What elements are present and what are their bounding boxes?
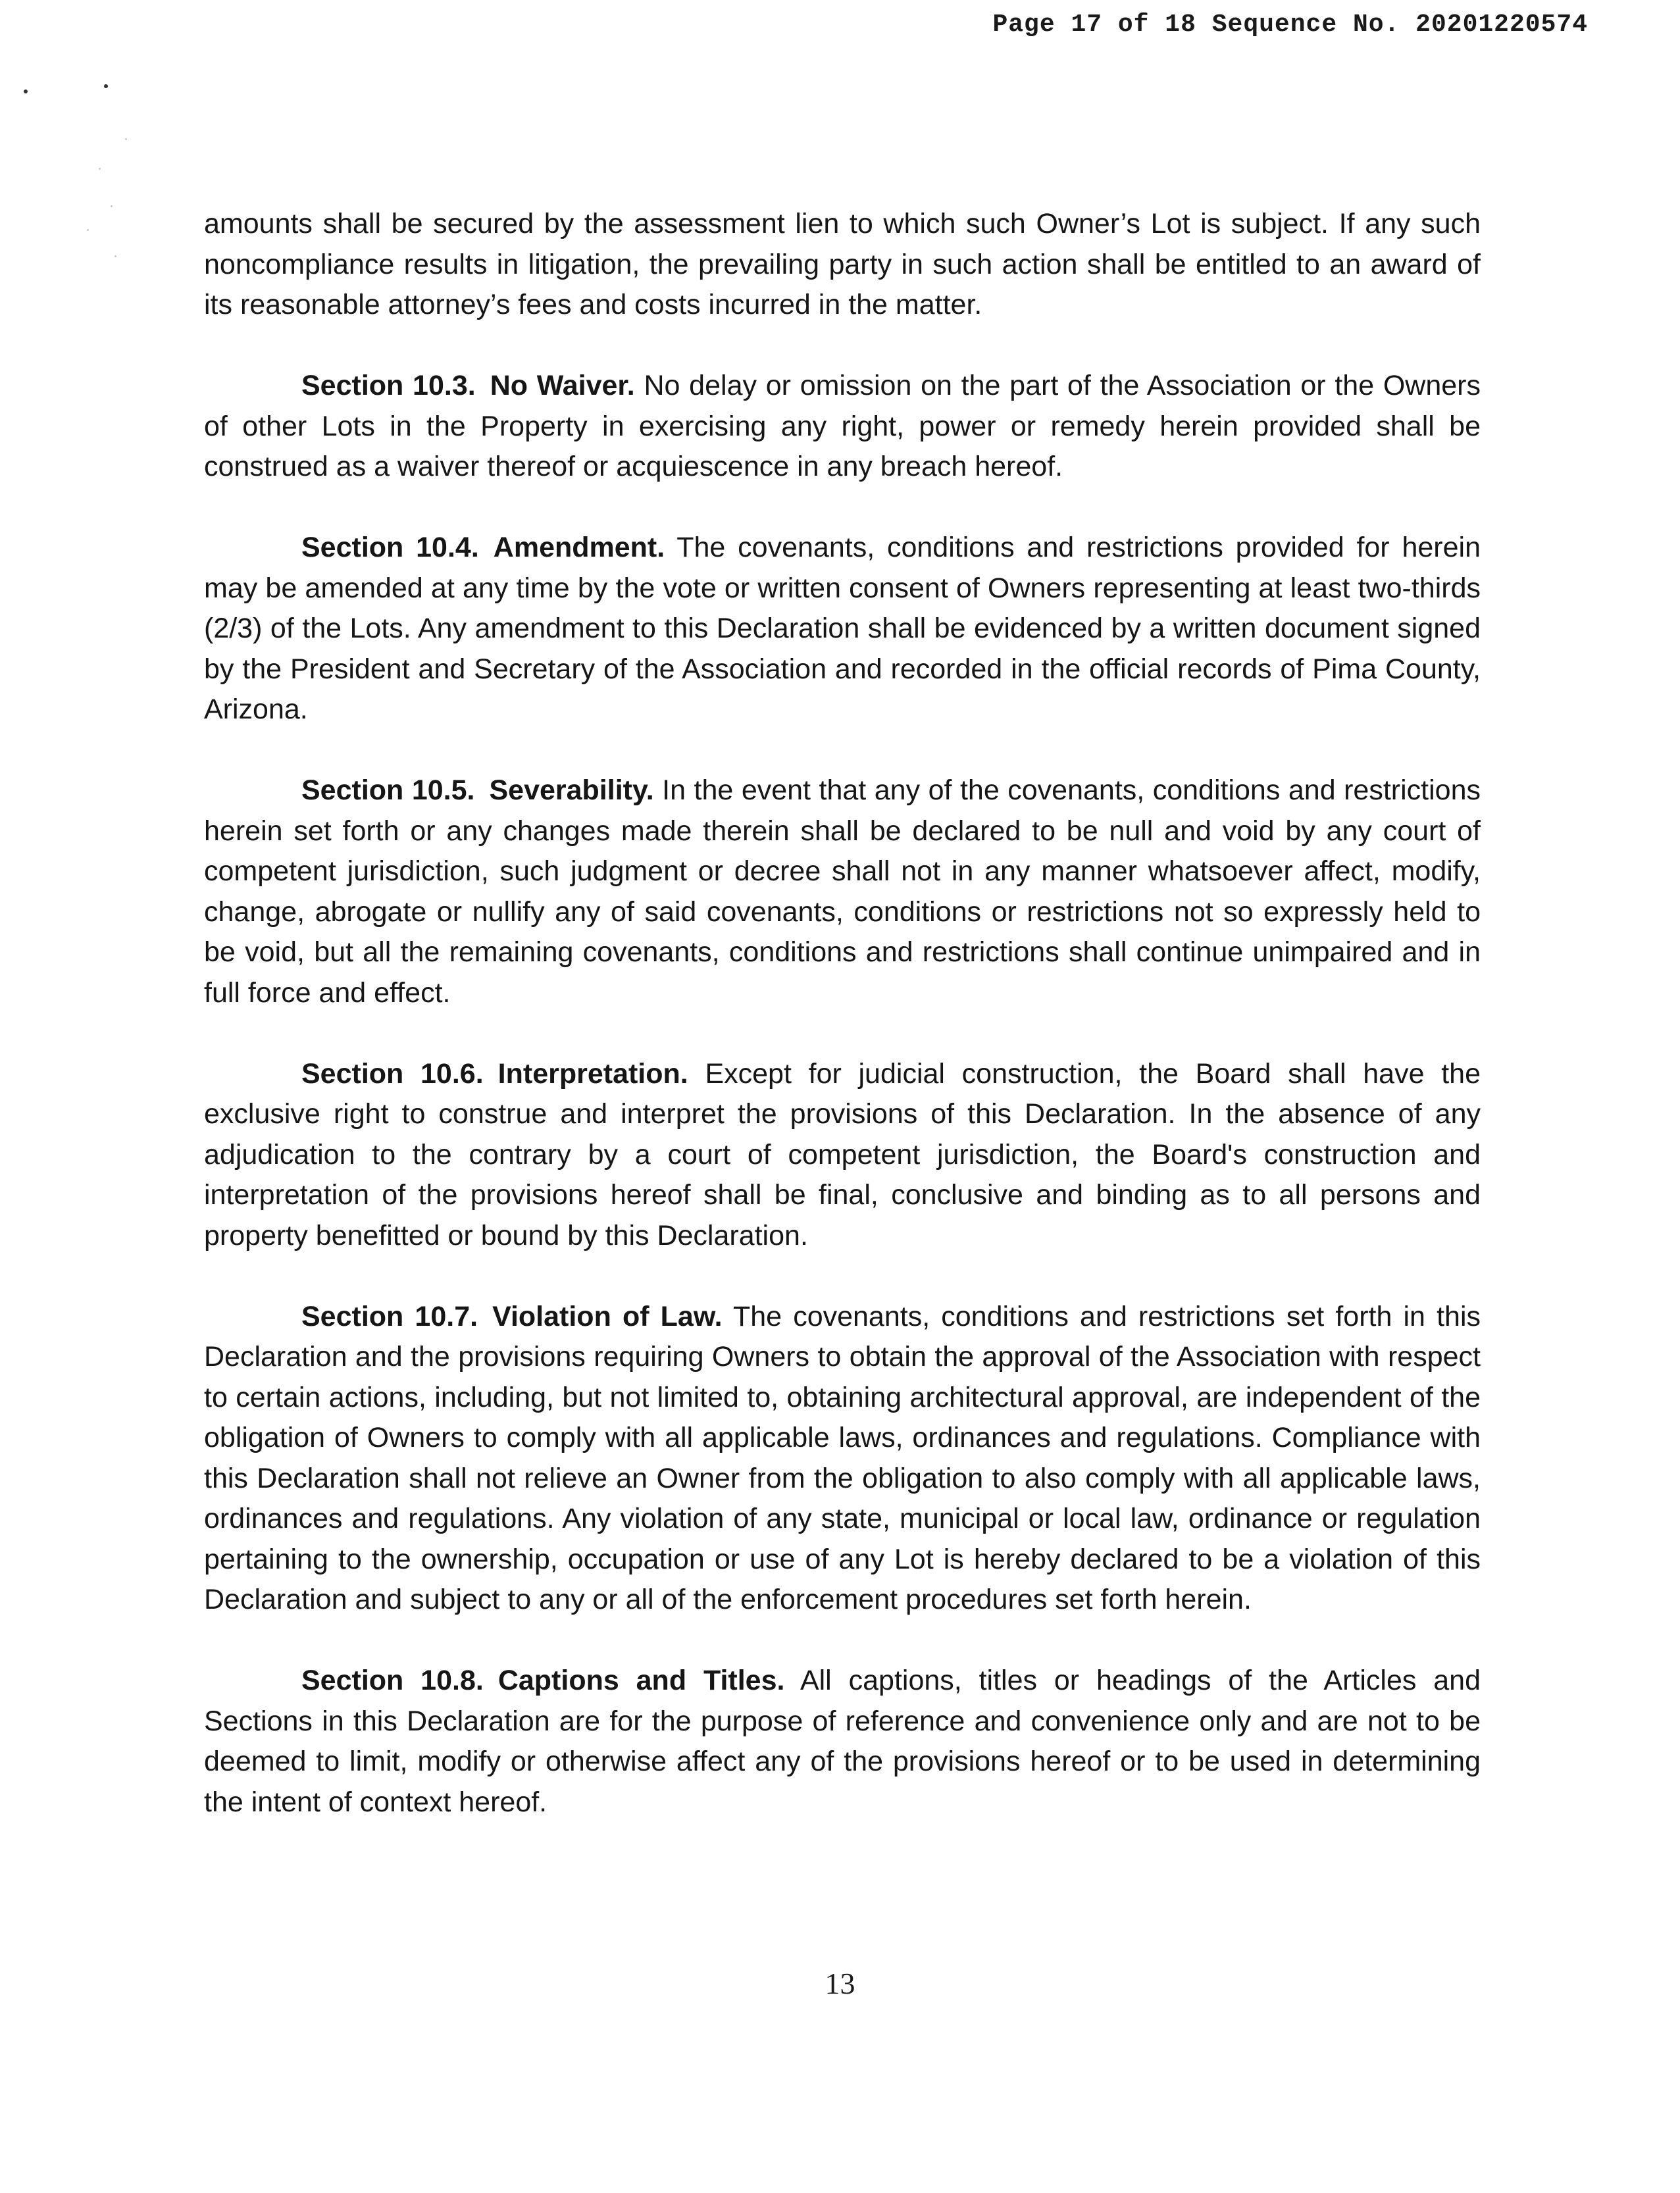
scan-speck <box>115 255 116 257</box>
section-number: Section 10.8. <box>301 1665 484 1696</box>
section-10-8 <box>204 1661 1481 1823</box>
page-number: 13 <box>825 1967 855 2000</box>
scan-speck <box>125 138 127 140</box>
section-title: Captions and Titles. <box>497 1665 785 1696</box>
section-number: Section 10.6. <box>301 1057 484 1090</box>
section-title: Interpretation. <box>497 1057 688 1090</box>
section-text: Except for judicial construction, the Board shall have the exclusive right to construe and interpret the provisions of this Declaration. In the absence of any adjudication to the contrary by a court of competent jurisdiction, the Board's construction and interpretation of the provisions hereof shall be final, conclusive and binding as to all persons and property benefitted or bound by this Declaration. <box>204 1057 1481 1251</box>
section-text: No delay or omission on the part of the Association or the Owners of other Lots in the Property in exercising any right, power or remedy herein provided shall be construed as a waiver thereof or acquiescence in any breach hereof. <box>204 370 1481 482</box>
section-text: The covenants, conditions and restrictions set forth in this Declaration and the provisions requiring Owners to obtain the approval of the Association with respect to certain actions, including, but not limited to, obtaining architectural approval, are independent of the obligation of Owners to comply with all applicable laws, ordinances and regulations. Compliance with this Declaration shall not relieve an Owner from the obligation to also comply with all applicable laws, ordinances and regulations. Any violation of any state, municipal or local law, ordinance or regulation pertaining to the ownership, occupation or use of any Lot is hereby declared to be a violation of this Declaration and subject to any or all of the enforcement procedures set forth herein. <box>204 1300 1481 1615</box>
section-10-5 <box>204 770 1481 1013</box>
scan-speck <box>87 229 89 231</box>
section-number: Section 10.7. <box>301 1300 478 1332</box>
section-title: No Waiver. <box>490 370 635 401</box>
scan-speck <box>104 84 108 88</box>
section-10-4 <box>204 528 1481 730</box>
section-10-6 <box>204 1054 1481 1257</box>
section-number: Section 10.5. <box>301 774 475 806</box>
section-title: Violation of Law. <box>492 1300 723 1332</box>
section-text: The covenants, conditions and restrictions provided for herein may be amended at any time by the vote or written consent of Owners representing at least two-thirds (2/3) of the Lots. Any amendment to this Declaration shall be evidenced by a written document signed by the President and Secretary of the Association and recorded in the official records of Pima County, Arizona. <box>204 532 1481 725</box>
section-10-7 <box>204 1297 1481 1621</box>
section-number: Section 10.3. <box>301 370 476 401</box>
section-title: Severability. <box>489 774 654 806</box>
scan-speck <box>24 89 28 93</box>
continued-paragraph: amounts shall be secured by the assessment lien to which such Owner’s Lot is subject. If any such noncompliance results in litigation, the prevailing party in such action shall be entitled to an award of its reasonable attorney’s fees and costs incurred in the matter. <box>204 208 1481 320</box>
scan-speck <box>99 168 101 170</box>
section-text: All captions, titles or headings of the Articles and Sections in this Declaration are for the purpose of reference and convenience only and are not to be deemed to limit, modify or otherwise affect any of the provisions hereof or to be used in determining the intent of context hereof. <box>204 1665 1481 1818</box>
scan-speck <box>111 205 113 207</box>
section-10-3 <box>204 366 1481 488</box>
section-number: Section 10.4. <box>301 532 479 563</box>
section-text: In the event that any of the covenants, conditions and restrictions herein set forth or any changes made therein shall be declared to be null and void by any court of competent jurisdiction, such judgment or decree shall not in any manner whatsoever affect, modify, change, abrogate or nullify any of said covenants, conditions or restrictions not so expressly held to be void, but all the remaining covenants, conditions and restrictions shall continue unimpaired and in full force and effect. <box>204 774 1481 1009</box>
document-body <box>204 204 1481 1863</box>
sequence-header: Page 17 of 18 Sequence No. 20201220574 <box>992 11 1588 39</box>
section-title: Amendment. <box>493 532 665 563</box>
